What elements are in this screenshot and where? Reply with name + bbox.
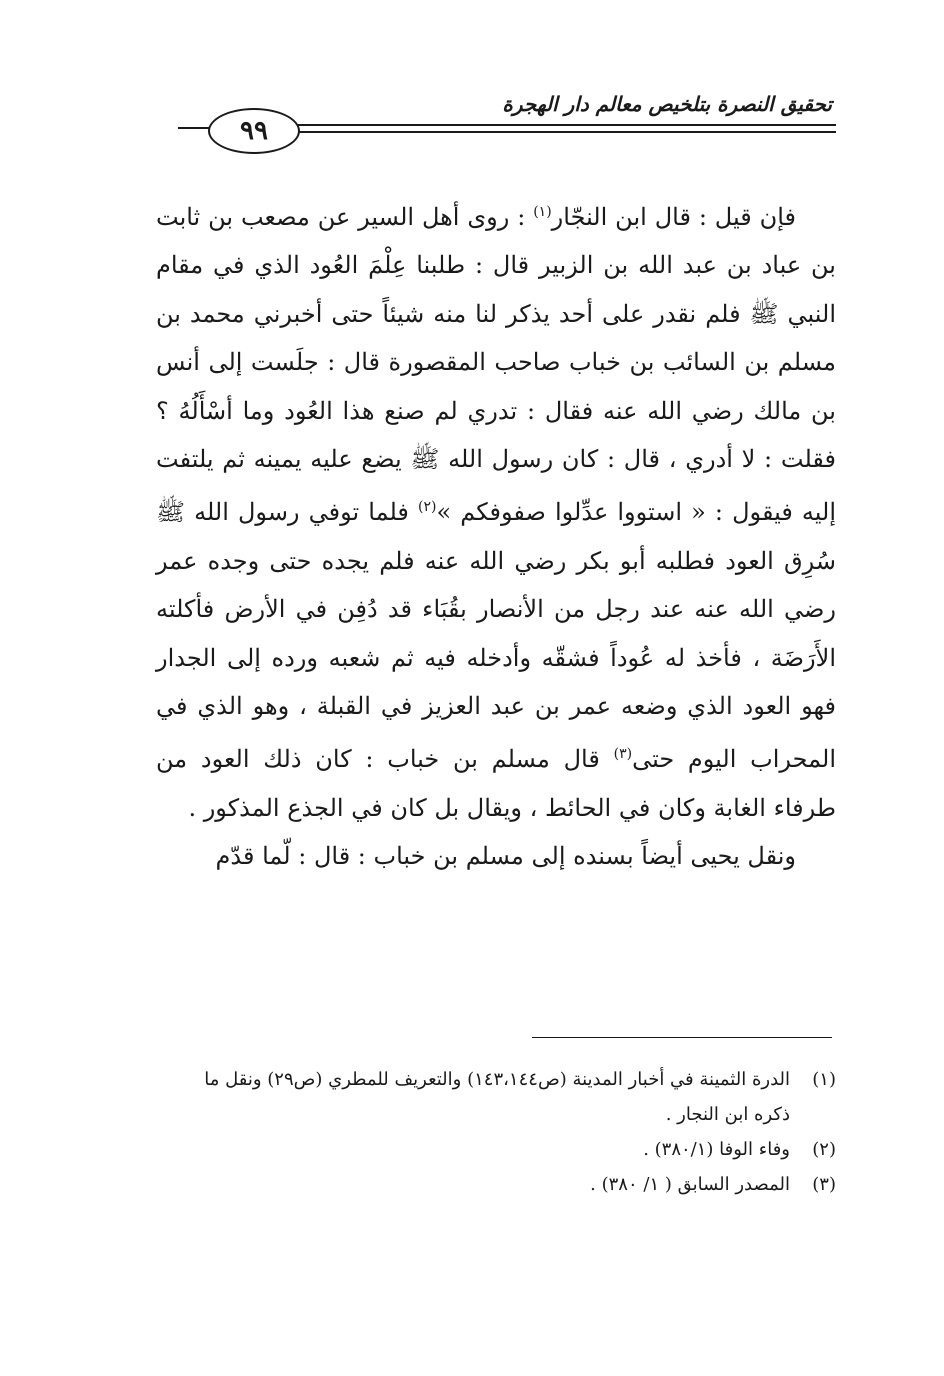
footnote bbox=[156, 1132, 836, 1167]
page-number-tail bbox=[178, 127, 210, 129]
text-run: فإن قيل : قال ابن النجّار bbox=[551, 203, 797, 231]
footnote bbox=[156, 1062, 836, 1097]
footnote bbox=[156, 1167, 836, 1202]
book-title: تحقيق النصرة بتلخيص معالم دار الهجرة bbox=[502, 92, 832, 116]
footnote-ref: (٢) bbox=[418, 499, 437, 516]
paragraph bbox=[156, 188, 836, 832]
footnote-mark: (٣) bbox=[812, 1174, 836, 1195]
footnote-continuation: ذكره ابن النجار . bbox=[665, 1104, 790, 1125]
header-rule-bottom bbox=[271, 131, 836, 133]
footnote-text: المصدر السابق ( ١/ ٣٨٠) . bbox=[590, 1174, 790, 1195]
footnote-ref: (١) bbox=[533, 204, 552, 220]
footnote-ref: (٣) bbox=[613, 746, 633, 763]
page-number: ٩٩ bbox=[208, 108, 300, 154]
footnotes bbox=[156, 1062, 836, 1202]
footnote-mark: (١) bbox=[812, 1069, 836, 1090]
footnote-separator bbox=[532, 1037, 832, 1038]
footnote-text: الدرة الثمينة في أخبار المدينة (ص١٤٣،١٤٤) والتعريف للمطري (ص٢٩) ونقل ما bbox=[204, 1069, 790, 1090]
main-text bbox=[156, 188, 836, 881]
header-rule-top bbox=[271, 124, 836, 126]
paragraph: ونقل يحيى أيضاً بسنده إلى مسلم بن خباب : قال : لّما قدّم bbox=[215, 842, 796, 871]
footnote-text: وفاء الوفا (٣٨٠/١) . bbox=[643, 1139, 790, 1160]
text-run: فلما توفي رسول الله ﷺ سُرِق العود فطلبه أبو بكر رضي الله عنه فلم يجده حتى وجده عمر رضي الله عنه عند رجل من الأنصار بقُبَاء قد دُفِن في الأرض فأكلته الأَرَضَة ، فأخذ له عُوداً فشقّه وأدخله فيه ثم شعبه ورده إلى الجدار فهو العود الذي وضعه عمر بن عبد العزيز في القبلة ، وهو الذي في المحراب اليوم حتى bbox=[156, 498, 837, 774]
text-run: قال مسلم بن خباب : كان ذلك العود من طرفاء الغابة وكان في الحائط ، ويقال بل كان في الجذع المذكور . bbox=[156, 745, 836, 822]
text-run: : روى أهل السير عن مصعب بن ثابت بن عباد بن عبد الله بن الزبير قال : طلبنا عِلْمَ العُود الذي في مقام النبي ﷺ فلم نقدر على أحد يذكر لنا منه شيئاً حتى أخبرني محمد بن مسلم بن السائب بن خباب صاحب المقصورة قال : جلَست إلى أنس بن مالك رضي الله عنه فقال : تدري لم صنع هذا العُود وما أسْأَلُهُ ؟ فقلت : لا أدري ، قال : كان رسول الله ﷺ يضع عليه يمينه ثم يلتفت إليه فيقول : « استووا عدِّلوا صفوفكم » bbox=[156, 203, 837, 527]
footnote-mark: (٢) bbox=[812, 1139, 836, 1160]
